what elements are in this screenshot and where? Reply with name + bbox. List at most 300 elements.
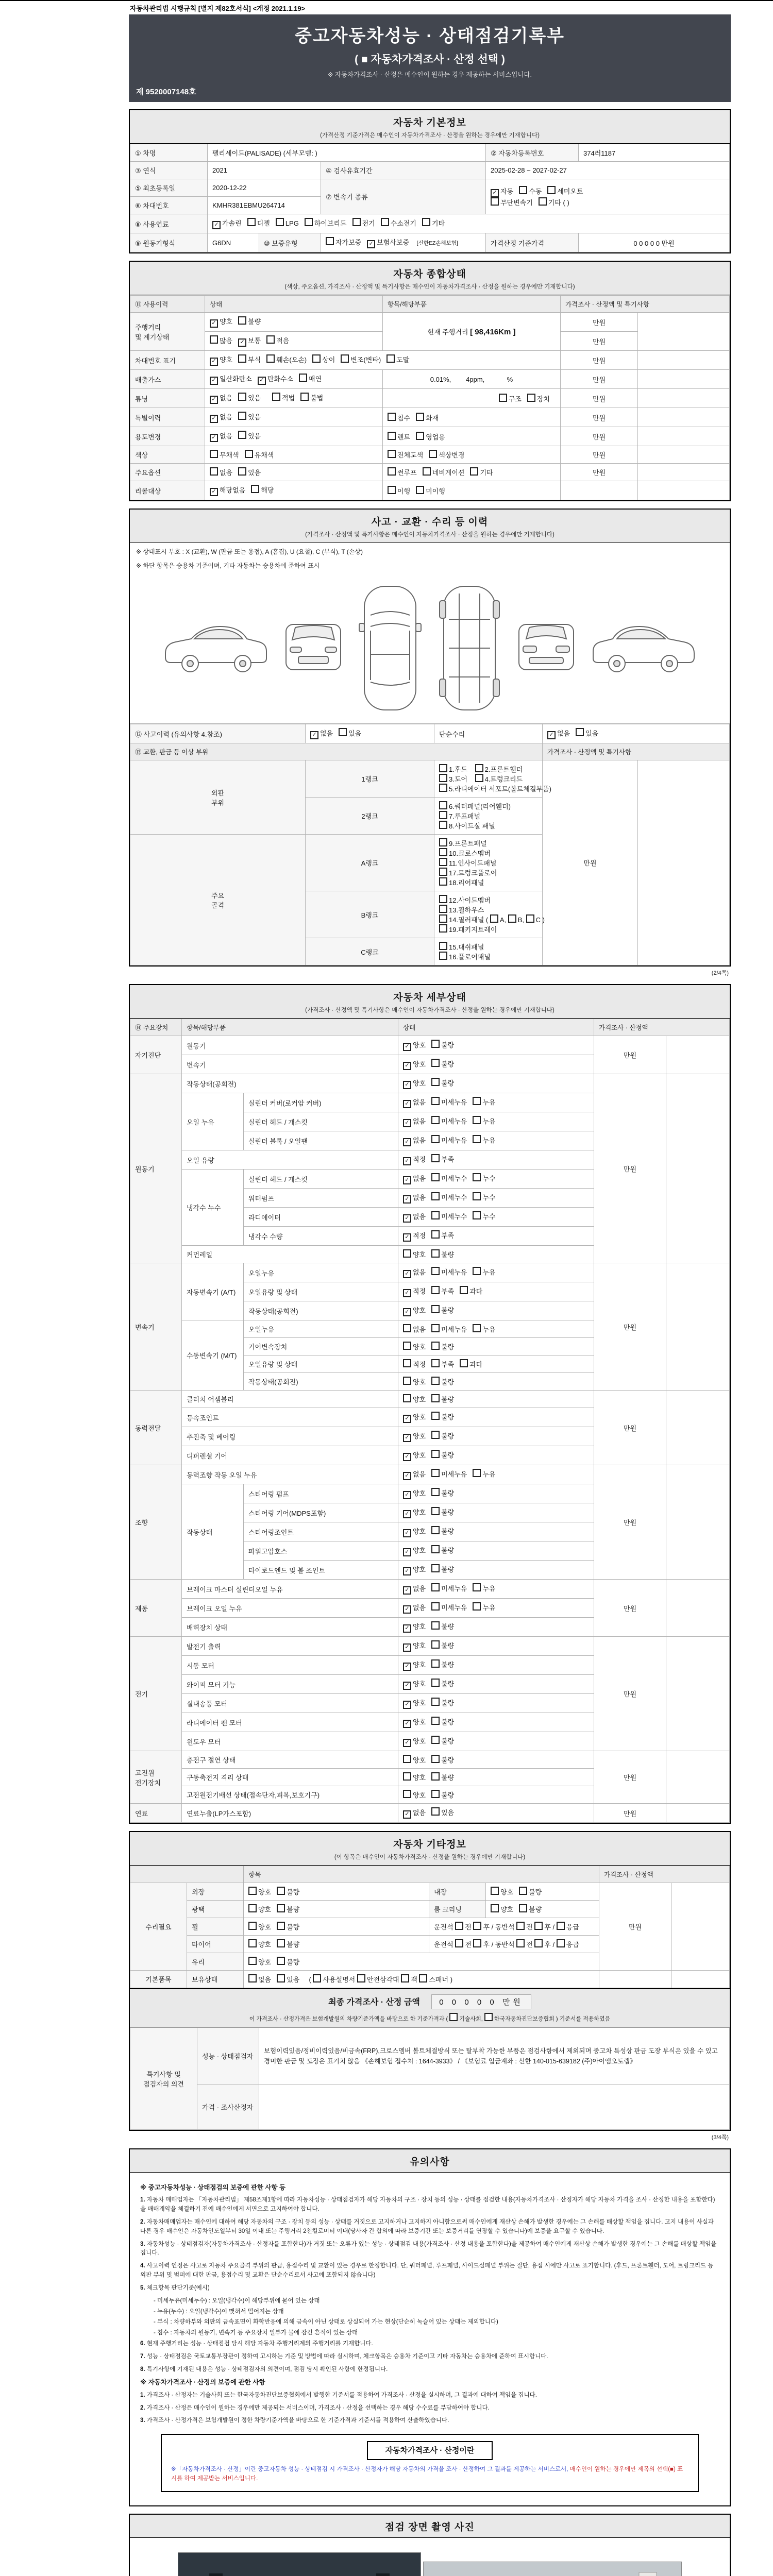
checkbox-불량[interactable]: 불량 (431, 1526, 454, 1536)
checkbox-icon[interactable] (431, 1059, 440, 1067)
checkbox-icon[interactable] (388, 413, 396, 421)
checkbox-icon[interactable] (473, 1173, 481, 1181)
checkbox-미세누유[interactable]: 미세누유 (431, 1267, 467, 1277)
panel-item[interactable]: 6.쿼터패널(리어휀더) (439, 801, 511, 811)
checkbox-icon[interactable]: ✓ (403, 1138, 411, 1146)
checkbox-하이브리드[interactable]: 하이브리드 (305, 218, 347, 228)
checkbox-icon[interactable] (431, 1736, 440, 1744)
checkbox-불량[interactable]: 불량 (277, 1957, 299, 1967)
checkbox-icon[interactable]: ✓ (403, 1157, 411, 1165)
checkbox-기타[interactable]: 기타 (470, 467, 493, 477)
checkbox-icon[interactable]: ✓ (491, 189, 499, 197)
checkbox-이행[interactable]: 이행 (388, 486, 410, 496)
checkbox-icon[interactable]: ✓ (210, 396, 218, 404)
checkbox-icon[interactable]: ✓ (403, 1081, 411, 1089)
checkbox-불량[interactable]: 불량 (431, 1342, 454, 1351)
checkbox-탄화수소[interactable]: ✓ 탄화수소 (258, 374, 293, 385)
checkbox-불량[interactable]: 불량 (431, 1545, 454, 1555)
checkbox-icon[interactable] (526, 914, 534, 923)
checkbox-icon[interactable]: ✓ (403, 1233, 411, 1242)
checkbox-icon[interactable] (460, 1359, 468, 1367)
checkbox-icon[interactable]: ✓ (403, 1176, 411, 1184)
checkbox-icon[interactable] (439, 942, 447, 950)
checkbox-icon[interactable] (403, 1359, 411, 1367)
checkbox-불량[interactable]: 불량 (277, 1887, 299, 1896)
checkbox-icon[interactable] (277, 1939, 285, 1947)
panel-item[interactable]: 17.트렁크플로어 (439, 868, 497, 877)
checkbox-icon[interactable] (431, 1135, 440, 1143)
checkbox-icon[interactable]: ✓ (403, 1720, 411, 1728)
checkbox-매연[interactable]: 매연 (299, 374, 322, 383)
checkbox-icon[interactable] (431, 1621, 440, 1630)
checkbox-icon[interactable] (419, 1974, 427, 1982)
checkbox-icon[interactable]: ✓ (258, 377, 266, 385)
checkbox-icon[interactable] (539, 197, 547, 206)
checkbox-icon[interactable] (473, 1469, 481, 1477)
checkbox-icon[interactable] (247, 218, 256, 226)
checkbox-있음[interactable]: 있음 (277, 1974, 299, 1984)
checkbox-icon[interactable] (403, 1790, 411, 1798)
checkbox-불량[interactable]: 불량 (431, 1698, 454, 1707)
checkbox-icon[interactable] (403, 1342, 411, 1350)
checkbox-icon[interactable] (455, 1939, 463, 1947)
checkbox-icon[interactable]: ✓ (403, 1270, 411, 1278)
checkbox-없음[interactable]: ✓ 없음 (210, 412, 232, 423)
panel-item[interactable]: 14.필러패널 ( A, B, C ) (439, 914, 545, 924)
checkbox-icon[interactable] (238, 431, 246, 439)
checkbox-icon[interactable]: ✓ (403, 1739, 411, 1747)
checkbox-icon[interactable] (431, 1790, 440, 1798)
checkbox-미세누유[interactable]: 미세누유 (431, 1602, 467, 1612)
checkbox-icon[interactable] (431, 1526, 440, 1534)
checkbox-양호[interactable]: ✓ 양호 (403, 1078, 426, 1089)
checkbox-디젤[interactable]: 디젤 (247, 218, 270, 228)
checkbox-과다[interactable]: 과다 (460, 1359, 482, 1369)
checkbox-양호[interactable]: ✓ 양호 (403, 1679, 426, 1690)
checkbox-icon[interactable]: ✓ (210, 358, 218, 366)
checkbox-icon[interactable] (490, 914, 498, 923)
checkbox-icon[interactable]: ✓ (547, 731, 556, 739)
checkbox-icon[interactable] (431, 1173, 440, 1181)
checkbox-미세누수[interactable]: 미세누수 (431, 1173, 467, 1183)
checkbox-양호[interactable]: 양호 (403, 1249, 426, 1259)
checkbox-icon[interactable]: ✓ (210, 434, 218, 442)
checkbox-화재[interactable]: 화재 (416, 413, 439, 422)
checkbox-없음[interactable]: ✓ 없음 (310, 728, 333, 739)
checkbox-icon[interactable] (431, 1564, 440, 1572)
checkbox-icon[interactable] (484, 2013, 493, 2021)
checkbox-icon[interactable] (210, 467, 218, 476)
checkbox-불량[interactable]: 불량 (431, 1078, 454, 1088)
checkbox-전기[interactable]: 전기 (352, 218, 375, 228)
checkbox-미세누수[interactable]: 미세누수 (431, 1192, 467, 1202)
checkbox-불량[interactable]: 불량 (431, 1040, 454, 1049)
checkbox-icon[interactable]: ✓ (403, 1043, 411, 1051)
checkbox-icon[interactable] (547, 186, 556, 194)
checkbox-icon[interactable] (431, 1249, 440, 1258)
checkbox-무채색[interactable]: 무채색 (210, 450, 239, 460)
checkbox-변조(변타)[interactable]: 변조(변타) (341, 354, 381, 364)
checkbox-icon[interactable]: ✓ (403, 1453, 411, 1461)
checkbox-icon[interactable] (431, 1545, 440, 1553)
checkbox-양호[interactable]: ✓ 양호 (403, 1640, 426, 1652)
checkbox-icon[interactable] (473, 1602, 481, 1611)
checkbox-icon[interactable]: ✓ (403, 1434, 411, 1442)
checkbox-구조[interactable]: 구조 (499, 394, 522, 403)
panel-item[interactable]: 1.후드 (439, 764, 467, 774)
checkbox-불량[interactable]: 불량 (431, 1377, 454, 1386)
checkbox-icon[interactable] (388, 486, 396, 494)
checkbox-icon[interactable] (277, 1887, 285, 1895)
checkbox-불량[interactable]: 불량 (238, 316, 261, 326)
checkbox-불량[interactable]: 불량 (431, 1564, 454, 1574)
checkbox-불량[interactable]: 불량 (431, 1507, 454, 1517)
checkbox-icon[interactable] (473, 1135, 481, 1143)
panel-item[interactable]: 7.루프패널 (439, 811, 480, 821)
checkbox-미세누유[interactable]: 미세누유 (431, 1097, 467, 1107)
checkbox-icon[interactable] (431, 1698, 440, 1706)
checkbox-불량[interactable]: 불량 (431, 1621, 454, 1631)
checkbox-icon[interactable] (431, 1488, 440, 1496)
checkbox-icon[interactable] (473, 1192, 481, 1200)
checkbox-양호[interactable]: 양호 (248, 1887, 271, 1896)
checkbox-양호[interactable]: ✓ 양호 (403, 1736, 426, 1747)
checkbox-icon[interactable]: ✓ (367, 240, 375, 248)
checkbox-icon[interactable] (431, 1154, 440, 1162)
checkbox-있음[interactable]: 있음 (238, 467, 261, 477)
checkbox-불량[interactable]: 불량 (431, 1488, 454, 1498)
checkbox-자동[interactable]: ✓ 자동 (491, 186, 513, 197)
checkbox-불량[interactable]: 불량 (431, 1249, 454, 1259)
checkbox-icon[interactable] (339, 728, 347, 736)
checkbox-icon[interactable] (423, 467, 431, 476)
checkbox-icon[interactable]: ✓ (210, 488, 218, 496)
checkbox-양호[interactable]: 양호 (403, 1394, 426, 1404)
checkbox-없음[interactable]: ✓ 없음 (403, 1583, 426, 1595)
checkbox-icon[interactable] (266, 354, 275, 363)
checkbox-icon[interactable] (305, 218, 313, 226)
checkbox-icon[interactable] (388, 450, 396, 458)
checkbox-무단변속기[interactable]: 무단변속기 (491, 197, 533, 207)
checkbox-icon[interactable] (352, 218, 361, 226)
checkbox-적정[interactable]: ✓ 적정 (403, 1230, 426, 1242)
checkbox-icon[interactable] (516, 1939, 525, 1947)
checkbox-양호[interactable]: 양호 (403, 1342, 426, 1351)
checkbox-있음[interactable]: 있음 (238, 412, 261, 421)
checkbox-전체도색[interactable]: 전체도색 (388, 450, 423, 460)
checkbox-icon[interactable]: ✓ (210, 319, 218, 328)
checkbox-양호[interactable]: 양호 (248, 1904, 271, 1914)
checkbox-있음[interactable]: 있음 (238, 431, 261, 440)
checkbox-훼손(오손)[interactable]: 훼손(오손) (266, 354, 307, 364)
checkbox-icon[interactable] (416, 486, 424, 494)
checkbox-썬루프[interactable]: 썬루프 (388, 467, 417, 477)
checkbox-icon[interactable]: ✓ (403, 1510, 411, 1518)
checkbox-양호[interactable]: ✓ 양호 (403, 1545, 426, 1556)
checkbox-icon[interactable] (277, 1922, 285, 1930)
checkbox-icon[interactable]: ✓ (403, 1586, 411, 1595)
checkbox-icon[interactable] (439, 821, 447, 829)
checkbox-icon[interactable] (557, 1939, 565, 1947)
checkbox-icon[interactable] (439, 848, 447, 856)
checkbox-icon[interactable] (429, 450, 437, 458)
checkbox-icon[interactable] (491, 1887, 499, 1895)
panel-item[interactable]: 10.크로스멤버 (439, 848, 491, 858)
checkbox-불량[interactable]: 불량 (431, 1790, 454, 1800)
checkbox-icon[interactable] (272, 393, 280, 401)
checkbox-icon[interactable] (388, 467, 396, 476)
checkbox-icon[interactable]: ✓ (403, 1119, 411, 1127)
checkbox-icon[interactable] (439, 905, 447, 913)
checkbox-미세누유[interactable]: 미세누유 (431, 1324, 467, 1334)
checkbox-icon[interactable]: ✓ (212, 221, 221, 229)
checkbox-icon[interactable] (439, 914, 447, 923)
checkbox-icon[interactable] (431, 1230, 440, 1239)
checkbox-icon[interactable]: ✓ (403, 1100, 411, 1108)
checkbox-있음[interactable]: 있음 (431, 1807, 454, 1817)
checkbox-icon[interactable] (431, 1305, 440, 1313)
checkbox-있음[interactable]: 있음 (576, 728, 598, 738)
checkbox-icon[interactable] (473, 1267, 481, 1275)
checkbox-과다[interactable]: 과다 (460, 1286, 482, 1296)
checkbox-불량[interactable]: 불량 (431, 1450, 454, 1460)
checkbox-icon[interactable] (312, 354, 321, 363)
checkbox-미세누유[interactable]: 미세누유 (431, 1469, 467, 1479)
checkbox-icon[interactable] (470, 467, 478, 476)
checkbox-없음[interactable]: ✓ 없음 (403, 1116, 426, 1127)
checkbox-icon[interactable] (431, 1359, 440, 1367)
checkbox-불량[interactable]: 불량 (519, 1904, 542, 1914)
checkbox-icon[interactable] (473, 1939, 481, 1947)
checkbox-누수[interactable]: 누수 (473, 1211, 495, 1221)
checkbox-icon[interactable] (439, 868, 447, 876)
checkbox-icon[interactable] (238, 412, 246, 420)
checkbox-icon[interactable] (431, 1342, 440, 1350)
checkbox-icon[interactable] (534, 1922, 543, 1930)
checkbox-icon[interactable] (276, 218, 284, 226)
checkbox-icon[interactable] (403, 1394, 411, 1402)
checkbox-보통[interactable]: ✓ 보통 (238, 335, 261, 347)
checkbox-icon[interactable] (449, 2013, 458, 2021)
checkbox-렌트[interactable]: 렌트 (388, 432, 410, 442)
checkbox-icon[interactable] (431, 1267, 440, 1275)
checkbox-양호[interactable]: 양호 (248, 1922, 271, 1931)
checkbox-icon[interactable] (475, 774, 483, 782)
checkbox-영업용[interactable]: 영업용 (416, 432, 445, 442)
checkbox-양호[interactable]: ✓ 양호 (403, 1507, 426, 1518)
checkbox-icon[interactable] (422, 218, 430, 226)
checkbox-없음[interactable]: ✓ 없음 (403, 1173, 426, 1184)
checkbox-icon[interactable] (431, 1602, 440, 1611)
checkbox-상이[interactable]: 상이 (312, 354, 335, 364)
checkbox-icon[interactable]: ✓ (403, 1663, 411, 1671)
checkbox-부족[interactable]: 부족 (431, 1230, 454, 1240)
checkbox-icon[interactable] (238, 316, 246, 325)
checkbox-없음[interactable]: ✓ 없음 (210, 393, 232, 404)
checkbox-양호[interactable]: ✓ 양호 (403, 1526, 426, 1537)
checkbox-icon[interactable] (439, 877, 447, 886)
panel-item[interactable]: 12.사이드멤버 (439, 895, 491, 905)
checkbox-양호[interactable]: ✓ 양호 (403, 1659, 426, 1671)
checkbox-icon[interactable] (519, 186, 527, 194)
checkbox-icon[interactable] (431, 1211, 440, 1219)
checkbox-있음[interactable]: 있음 (339, 728, 361, 738)
checkbox-icon[interactable] (473, 1922, 481, 1930)
checkbox-icon[interactable] (431, 1324, 440, 1332)
checkbox-icon[interactable] (557, 1922, 565, 1930)
checkbox-해당[interactable]: 해당 (251, 485, 274, 495)
checkbox-icon[interactable] (248, 1974, 257, 1982)
checkbox-icon[interactable]: ✓ (403, 1289, 411, 1297)
checkbox-LPG[interactable]: LPG (276, 218, 299, 227)
checkbox-icon[interactable]: ✓ (403, 1682, 411, 1690)
checkbox-icon[interactable]: ✓ (403, 1195, 411, 1204)
checkbox-icon[interactable] (431, 1040, 440, 1048)
checkbox-icon[interactable] (439, 801, 447, 809)
checkbox-icon[interactable]: ✓ (403, 1415, 411, 1423)
checkbox-icon[interactable]: ✓ (210, 377, 218, 385)
checkbox-양호[interactable]: 양호 (491, 1904, 513, 1914)
checkbox-icon[interactable] (516, 1922, 525, 1930)
checkbox-icon[interactable] (248, 1887, 257, 1895)
checkbox-icon[interactable] (431, 1507, 440, 1515)
checkbox-양호[interactable]: 양호 (248, 1957, 271, 1967)
checkbox-icon[interactable] (210, 450, 218, 458)
checkbox-icon[interactable]: ✓ (403, 1701, 411, 1709)
checkbox-양호[interactable]: ✓ 양호 (403, 1040, 426, 1051)
checkbox-icon[interactable] (431, 1078, 440, 1086)
checkbox-icon[interactable] (431, 1192, 440, 1200)
checkbox-양호[interactable]: 양호 (403, 1790, 426, 1800)
checkbox-일산화탄소[interactable]: ✓ 일산화탄소 (210, 374, 252, 385)
checkbox-네비게이션[interactable]: 네비게이션 (423, 467, 465, 477)
checkbox-가솔린[interactable]: ✓ 가솔린 (212, 218, 242, 229)
checkbox-불량[interactable]: 불량 (431, 1755, 454, 1765)
checkbox-icon[interactable]: ✓ (403, 1810, 411, 1819)
checkbox-해당없음[interactable]: ✓ 해당없음 (210, 485, 245, 496)
checkbox-icon[interactable] (277, 1957, 285, 1965)
checkbox-icon[interactable]: ✓ (238, 338, 246, 347)
checkbox-icon[interactable]: ✓ (403, 1214, 411, 1223)
checkbox-icon[interactable]: ✓ (310, 731, 318, 739)
checkbox-icon[interactable] (455, 1922, 463, 1930)
panel-item[interactable]: 2.프론트휀더 (475, 764, 523, 774)
checkbox-적정[interactable]: ✓ 적정 (403, 1286, 426, 1297)
checkbox-icon[interactable] (439, 952, 447, 960)
checkbox-양호[interactable]: 양호 (491, 1887, 513, 1896)
checkbox-누유[interactable]: 누유 (473, 1116, 495, 1126)
checkbox-불법[interactable]: 불법 (300, 393, 323, 402)
checkbox-icon[interactable] (238, 467, 246, 476)
panel-item[interactable]: 15.대쉬패널 (439, 942, 484, 952)
checkbox-icon[interactable] (431, 1469, 440, 1477)
checkbox-불량[interactable]: 불량 (431, 1305, 454, 1315)
checkbox-icon[interactable] (266, 335, 275, 344)
checkbox-불량[interactable]: 불량 (431, 1394, 454, 1404)
checkbox-icon[interactable] (491, 1904, 499, 1912)
checkbox-icon[interactable] (277, 1974, 285, 1982)
checkbox-icon[interactable] (431, 1412, 440, 1420)
checkbox-양호[interactable]: ✓ 양호 (403, 1305, 426, 1316)
checkbox-장치[interactable]: 장치 (527, 394, 550, 403)
checkbox-icon[interactable] (473, 1097, 481, 1105)
checkbox-icon[interactable] (341, 354, 349, 363)
checkbox-누유[interactable]: 누유 (473, 1602, 495, 1612)
checkbox-누유[interactable]: 누유 (473, 1583, 495, 1593)
checkbox-icon[interactable] (431, 1394, 440, 1402)
checkbox-불량[interactable]: 불량 (277, 1922, 299, 1931)
checkbox-icon[interactable] (313, 1974, 321, 1982)
checkbox-도말[interactable]: 도말 (386, 354, 409, 364)
checkbox-icon[interactable] (431, 1772, 440, 1781)
checkbox-양호[interactable]: ✓ 양호 (403, 1431, 426, 1442)
checkbox-없음[interactable]: 없음 (248, 1974, 271, 1984)
checkbox-누유[interactable]: 누유 (473, 1135, 495, 1145)
checkbox-icon[interactable] (431, 1583, 440, 1591)
checkbox-icon[interactable] (473, 1583, 481, 1591)
checkbox-icon[interactable] (439, 838, 447, 846)
panel-item[interactable]: 13.휠하우스 (439, 905, 484, 914)
checkbox-양호[interactable]: ✓ 양호 (403, 1450, 426, 1461)
checkbox-icon[interactable] (519, 1887, 527, 1895)
checkbox-icon[interactable] (403, 1772, 411, 1781)
checkbox-불량[interactable]: 불량 (431, 1736, 454, 1745)
checkbox-icon[interactable] (403, 1249, 411, 1258)
checkbox-icon[interactable]: ✓ (403, 1643, 411, 1652)
checkbox-icon[interactable] (527, 394, 535, 402)
panel-item[interactable]: 9.프론트패널 (439, 838, 487, 848)
checkbox-적음[interactable]: 적음 (266, 335, 289, 345)
checkbox-부족[interactable]: 부족 (431, 1154, 454, 1164)
checkbox-icon[interactable] (357, 1974, 365, 1982)
checkbox-없음[interactable]: ✓ 없음 (210, 431, 232, 442)
checkbox-자가보증[interactable]: 자가보증 (326, 237, 361, 247)
checkbox-불량[interactable]: 불량 (431, 1431, 454, 1440)
checkbox-없음[interactable]: ✓ 없음 (403, 1267, 426, 1278)
checkbox-icon[interactable] (439, 895, 447, 903)
checkbox-icon[interactable] (416, 432, 424, 440)
checkbox-icon[interactable] (210, 335, 218, 344)
checkbox-icon[interactable] (248, 1939, 257, 1947)
panel-item[interactable]: 8.사이드실 패널 (439, 821, 495, 831)
checkbox-icon[interactable]: ✓ (403, 1605, 411, 1614)
checkbox-없음[interactable]: ✓ 없음 (547, 728, 570, 739)
checkbox-icon[interactable] (326, 237, 334, 245)
checkbox-icon[interactable] (299, 374, 307, 382)
checkbox-양호[interactable]: ✓ 양호 (210, 316, 232, 328)
checkbox-있음[interactable]: 있음 (238, 393, 261, 402)
checkbox-icon[interactable] (508, 914, 516, 923)
checkbox-icon[interactable] (473, 1211, 481, 1219)
checkbox-icon[interactable] (251, 485, 259, 493)
checkbox-기타[interactable]: 기타 (422, 218, 445, 228)
checkbox-적정[interactable]: ✓ 적정 (403, 1154, 426, 1165)
checkbox-icon[interactable] (431, 1377, 440, 1385)
checkbox-icon[interactable] (431, 1286, 440, 1294)
checkbox-양호[interactable]: ✓ 양호 (403, 1488, 426, 1499)
checkbox-누수[interactable]: 누수 (473, 1192, 495, 1202)
checkbox-icon[interactable] (431, 1640, 440, 1649)
checkbox-없음[interactable]: ✓ 없음 (403, 1097, 426, 1108)
checkbox-불량[interactable]: 불량 (431, 1772, 454, 1782)
checkbox-미이행[interactable]: 미이행 (416, 486, 445, 496)
panel-item[interactable]: 4.트렁크리드 (475, 774, 523, 784)
checkbox-기타 ( )[interactable]: 기타 ( ) (539, 197, 569, 207)
checkbox-불량[interactable]: 불량 (431, 1059, 454, 1069)
checkbox-icon[interactable] (431, 1659, 440, 1668)
checkbox-불량[interactable]: 불량 (431, 1679, 454, 1688)
checkbox-icon[interactable] (431, 1755, 440, 1763)
